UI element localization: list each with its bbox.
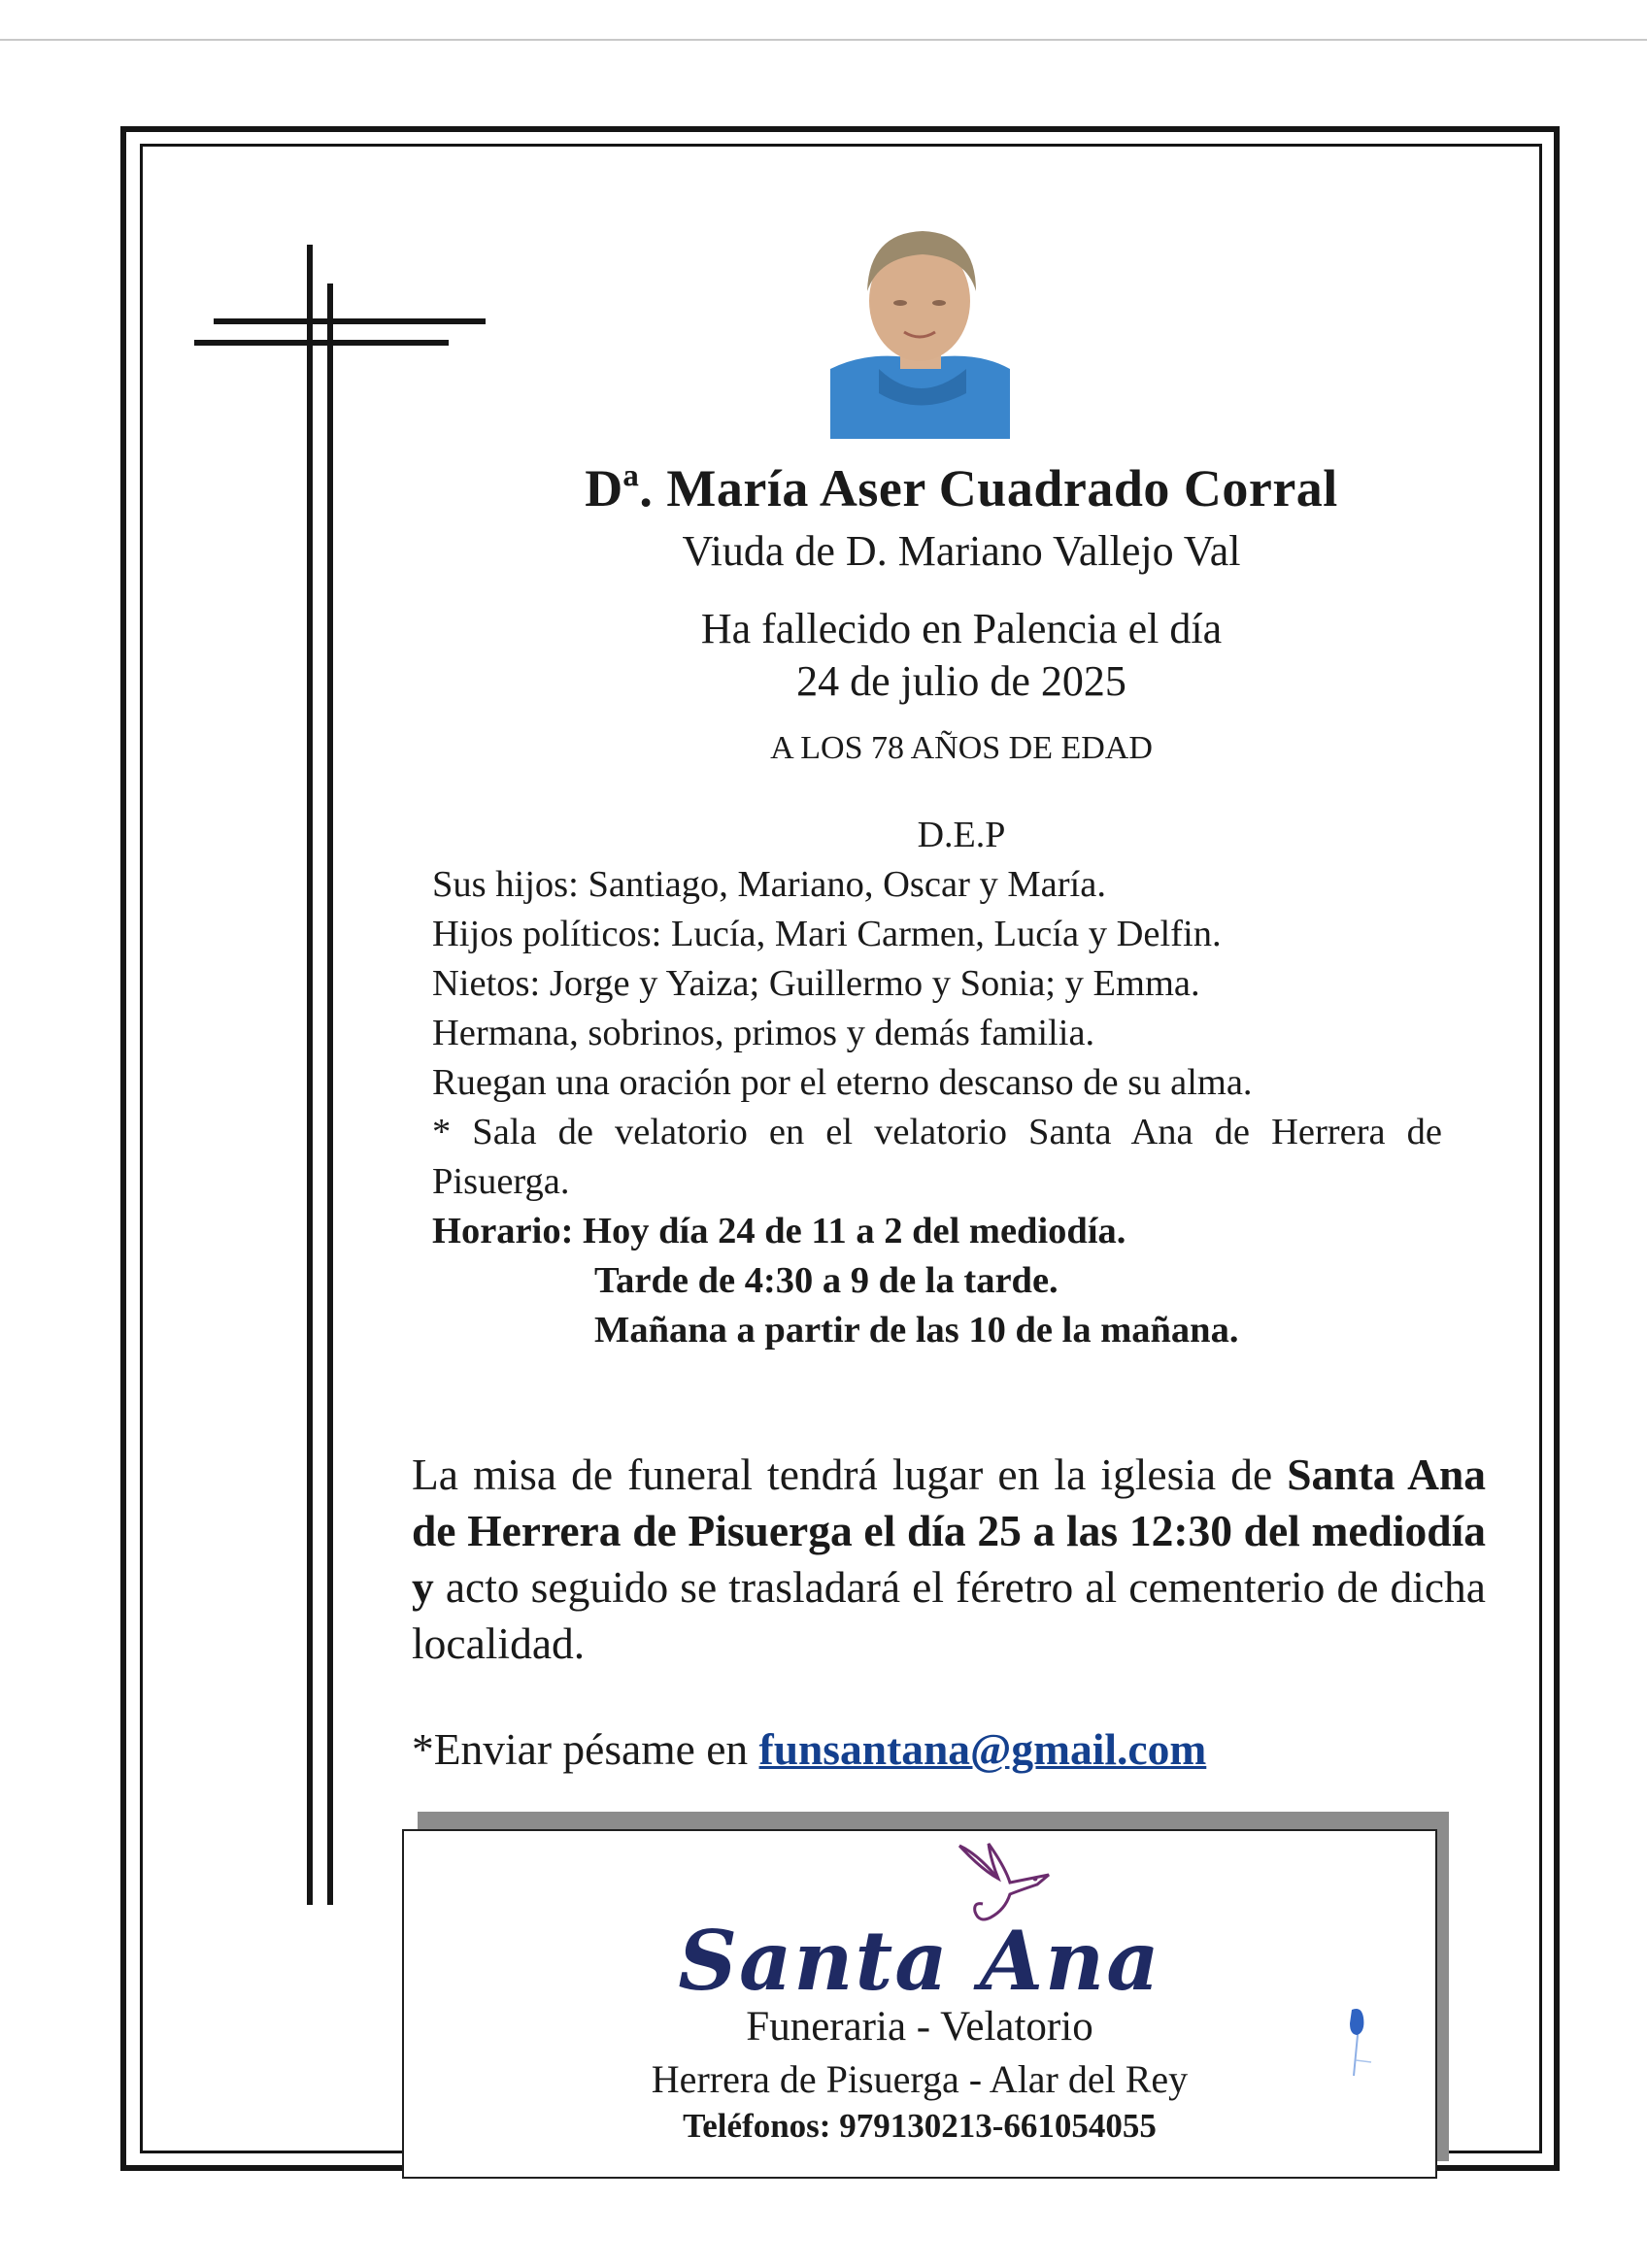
condolences-email-link[interactable]: funsantana@gmail.com [758,1724,1207,1774]
schedule-label: Horario: [432,1211,574,1251]
deceased-portrait-photo [830,223,1010,439]
mass-outro: acto seguido se trasladará el féretro al cementerio de dicha localidad. [412,1562,1486,1668]
schedule-tomorrow: Mañana a partir de las 10 de la mañana. [594,1310,1239,1351]
ink-mark [1338,2002,1377,2089]
widow-of-line: Viuda de D. Mariano Vallejo Val [682,527,1241,575]
family-block [432,860,1442,1355]
dep-line: D.E.P [917,815,1006,855]
funeral-mass-paragraph [412,1447,1486,1672]
scan-top-line [0,39,1647,41]
funeral-home-type: Funeraria - Velatorio [746,2004,1093,2050]
grandchildren-line: Nietos: Jorge y Yaiza; Guillermo y Sonia; y Emma. [432,963,1200,1004]
death-date: 24 de julio de 2025 [796,657,1126,705]
in-laws-line: Hijos políticos: Lucía, Mari Carmen, Lucía y Delfin. [432,914,1222,954]
mass-details: Santa Ana de Herrera de Pisuerga el día 25 a las 12:30 del mediodía y [412,1450,1487,1612]
children-line: Sus hijos: Santiago, Mariano, Oscar y María. [432,864,1106,905]
prayer-line: Ruegan una oración por el eterno descanso de su alma. [432,1062,1253,1103]
schedule-today-line [432,1207,1442,1256]
condolences-text: *Enviar pésame en [412,1724,759,1774]
mass-intro: La misa de funeral tendrá lugar en la iglesia de [412,1450,1288,1499]
funeral-home-locations: Herrera de Pisuerga - Alar del Rey [651,2057,1189,2101]
wake-room-line: * Sala de velatorio en el velatorio Santa Ana de Herrera de Pisuerga. [432,1112,1442,1202]
schedule-afternoon: Tarde de 4:30 a 9 de la tarde. [594,1260,1059,1301]
deceased-name: Dª. María Aser Cuadrado Corral [585,459,1338,517]
condolences-line [412,1723,1206,1775]
schedule-today: Hoy día 24 de 11 a 2 del mediodía. [583,1211,1126,1251]
age-line: A LOS 78 AÑOS DE EDAD [770,730,1153,766]
funeral-home-phones: Teléfonos: 979130213-661054055 [683,2107,1157,2145]
funeral-home-brand: Santa Ana [678,1913,1161,2009]
death-place-line: Ha fallecido en Palencia el día [700,605,1223,652]
relatives-line: Hermana, sobrinos, primos y demás familia. [432,1013,1095,1053]
